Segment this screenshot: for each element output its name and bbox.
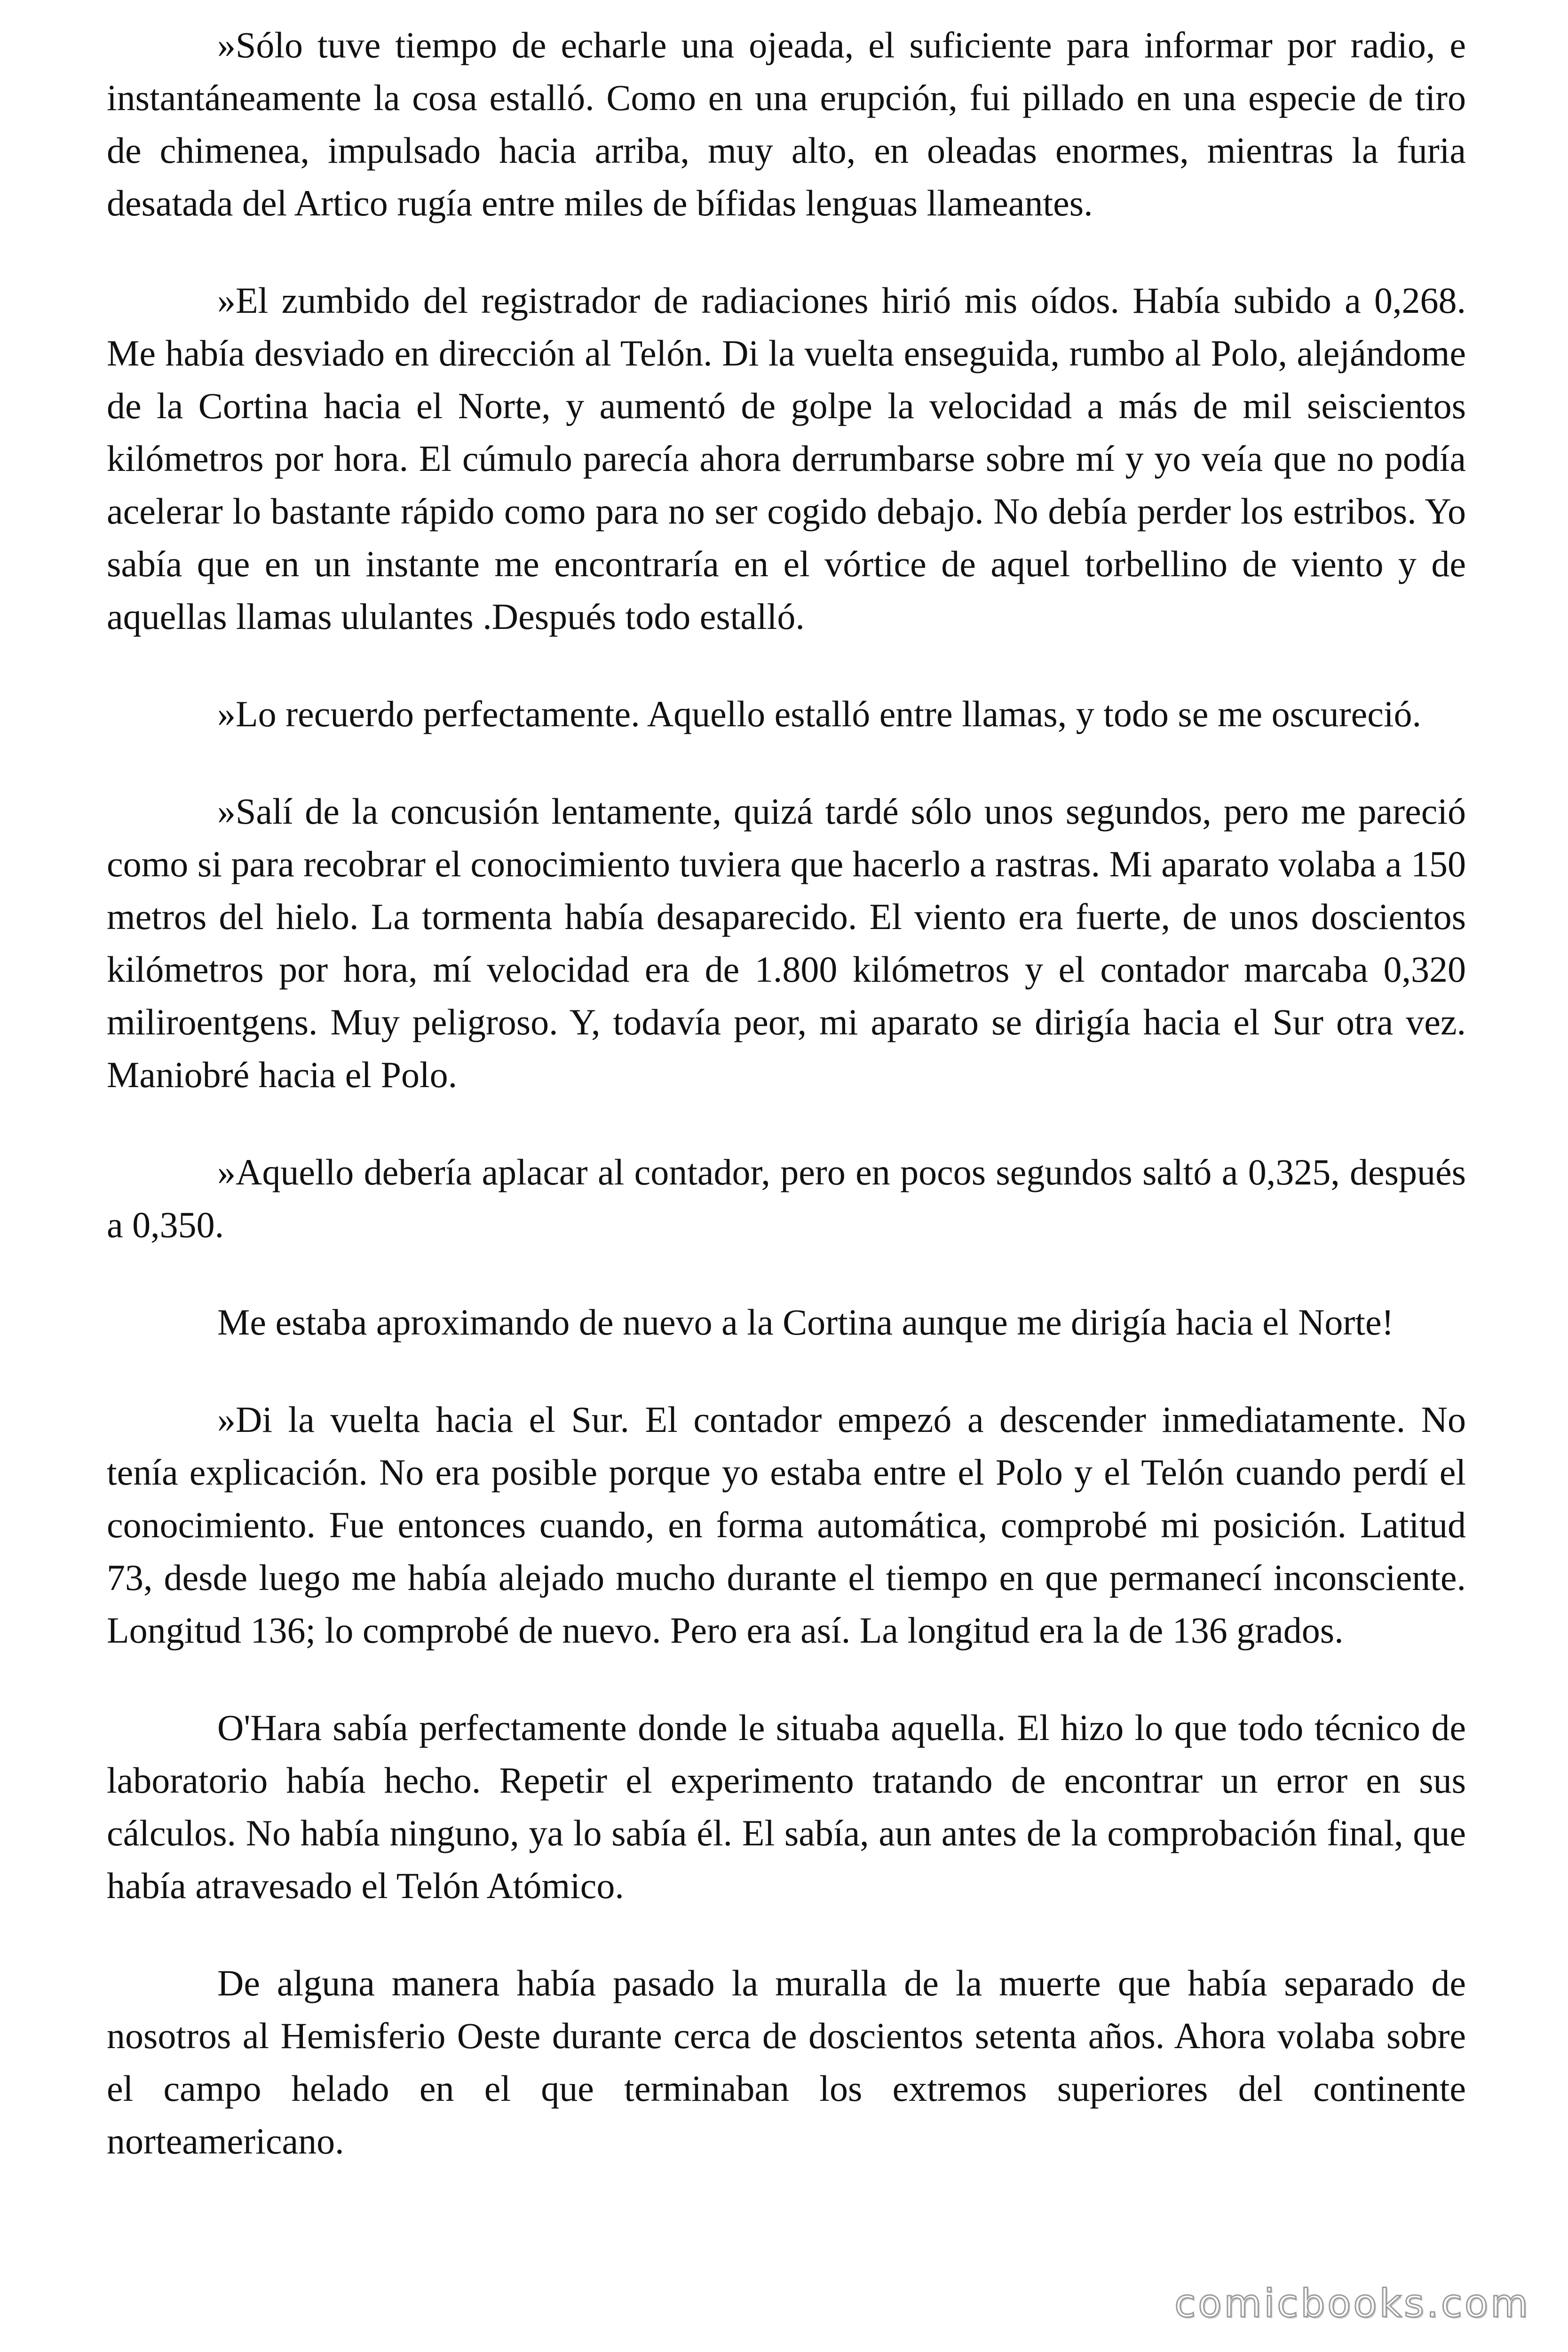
- watermark: comicbooks.com: [1174, 2281, 1530, 2326]
- paragraph-5: »Aquello debería aplacar al contador, pero en pocos segundos saltó a 0,325, después a 0,350.: [107, 1152, 1466, 1245]
- paragraph-4: »Salí de la concusión lentamente, quizá tardé sólo unos segundos, pero me pareció como si para recobrar el conocimiento tuviera que hacerlo a rastras. Mi aparato volaba a 150 metros del hielo. La tormenta había desaparecido. El viento era fuerte, de unos doscientos kilómetros por hora, mí velocidad era de 1.800 kilómetros y el contador marcaba 0,320 miliroentgens. Muy peligroso. Y, todavía peor, mi aparato se dirigía hacia el Sur otra vez. Maniobré hacia el Polo.: [107, 791, 1466, 1095]
- paragraph-3: »Lo recuerdo perfectamente. Aquello estalló entre llamas, y todo se me oscureció.: [217, 693, 1422, 734]
- paragraph-9: De alguna manera había pasado la muralla de la muerte que había separado de nosotros al Hemisferio Oeste durante cerca de doscientos setenta años. Ahora volaba sobre el campo helado en el que terminaban los extremos superiores del continente norteamericano.: [107, 1963, 1466, 2161]
- page-body: [107, 19, 1466, 2212]
- paragraph-2: »El zumbido del registrador de radiaciones hirió mis oídos. Había subido a 0,268. Me había desviado en dirección al Telón. Di la vuelta enseguida, rumbo al Polo, alejándome de la Cortina hacia el Norte, y aumentó de golpe la velocidad a más de mil seiscientos kilómetros por hora. El cúmulo parecía ahora derrumbarse sobre mí y yo veía que no podía acelerar lo bastante rápido como para no ser cogido debajo. No debía perder los estribos. Yo sabía que en un instante me encontraría en el vórtice de aquel torbellino de viento y de aquellas llamas ululantes .Después todo estalló.: [107, 280, 1466, 637]
- paragraph-8: O'Hara sabía perfectamente donde le situaba aquella. El hizo lo que todo técnico de laboratorio había hecho. Repetir el experimento tratando de encontrar un error en sus cálculos. No había ninguno, ya lo sabía él. El sabía, aun antes de la comprobación final, que había atravesado el Telón Atómico.: [107, 1707, 1466, 1906]
- paragraph-7: »Di la vuelta hacia el Sur. El contador empezó a descender inmediatamente. No tenía explicación. No era posible porque yo estaba entre el Polo y el Telón cuando perdí el conocimiento. Fue entonces cuando, en forma automática, comprobé mi posición. Latitud 73, desde luego me había alejado mucho durante el tiempo en que permanecí inconsciente. Longitud 136; lo comprobé de nuevo. Pero era así. La longitud era la de 136 grados.: [107, 1399, 1466, 1651]
- paragraph-6: Me estaba aproximando de nuevo a la Cortina aunque me dirigía hacia el Norte!: [217, 1302, 1394, 1343]
- paragraph-1: »Sólo tuve tiempo de echarle una ojeada, el suficiente para informar por radio, e instantáneamente la cosa estalló. Como en una erupción, fui pillado en una especie de tiro de chimenea, impulsado hacia arriba, muy alto, en oleadas enormes, mientras la furia desatada del Artico rugía entre miles de bífidas lenguas llameantes.: [107, 24, 1466, 223]
